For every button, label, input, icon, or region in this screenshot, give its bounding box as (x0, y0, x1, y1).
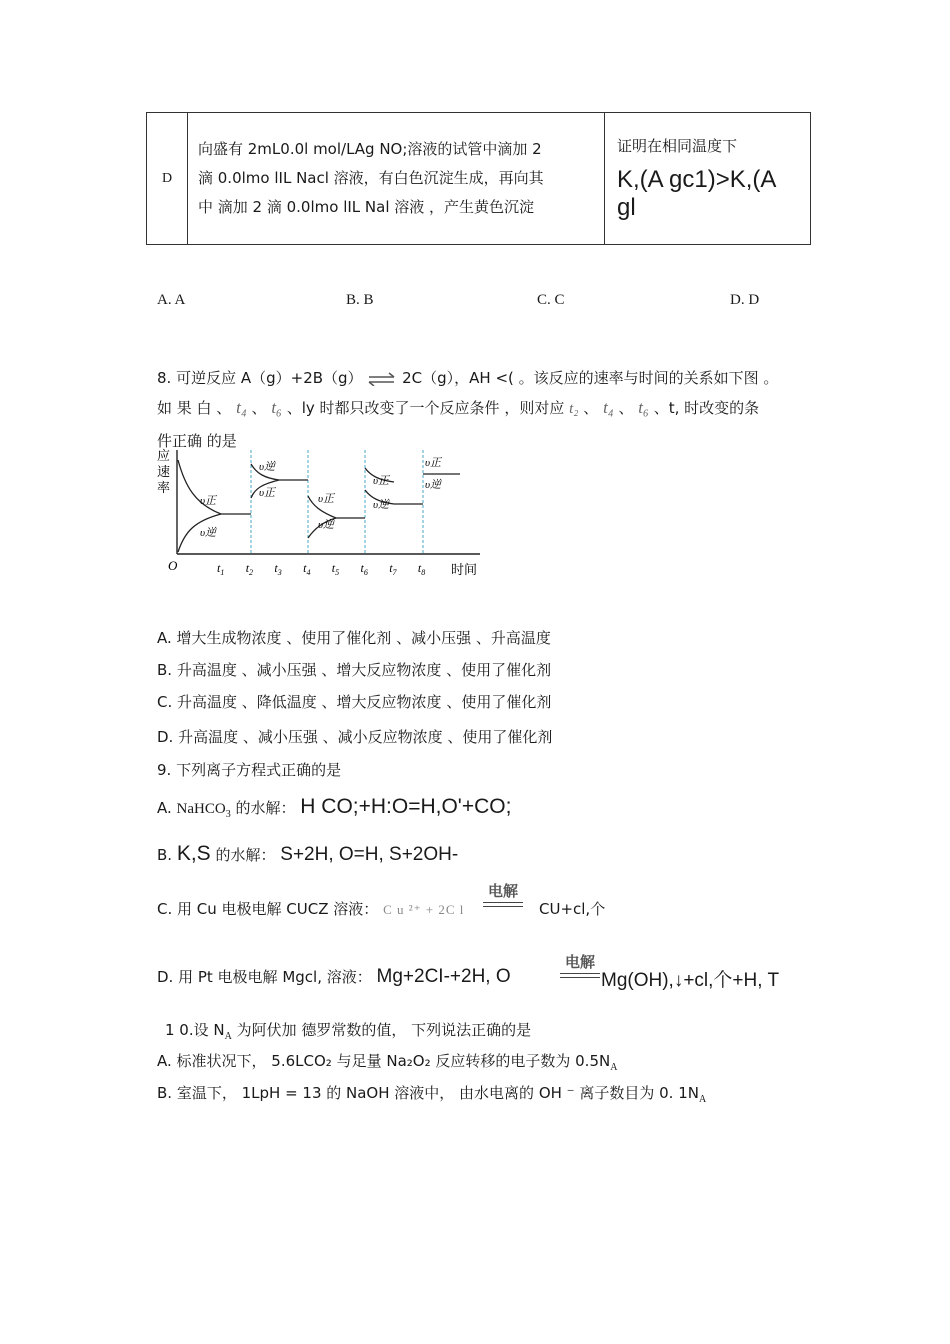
q7-option-c[interactable]: C. C (537, 292, 565, 308)
q9-b-equation: S+2H, O=H, S+2OH- (280, 844, 459, 865)
t4-symbol: t₄ (603, 398, 614, 417)
q10-option-b[interactable] (157, 1082, 706, 1105)
q9-d-pre: 用 Pt 电极电解 Mgcl, 溶液： (173, 968, 372, 986)
x-tick-label: $t_8$ (417, 561, 426, 577)
q9-b-compound: K,S (176, 842, 211, 865)
q8-stem-part: 2C（g），AH <( 。该反应的速率与时间的关系如下图 。 (402, 369, 779, 387)
q9-a-equation: H CO;+H:O=H,O'+CO; (300, 795, 512, 818)
q7-operation-cell (188, 113, 605, 245)
q9-d-condition: 电解 (564, 953, 595, 971)
q9-option-d[interactable] (157, 966, 511, 988)
rate-time-chart (155, 446, 485, 580)
q10-stem (165, 1019, 531, 1042)
forward-label: υ正 (425, 457, 442, 469)
q10-b-text: B. 室温下， 1LpH = 13 的 NaOH 溶液中， 由水电离的 OH ⁻ 离子数目为 0. 1N (157, 1084, 699, 1102)
t6-symbol: t₆ (638, 398, 649, 417)
reverse-label: υ逆 (425, 479, 442, 491)
q7-operation-line: 中 滴加 2 滴 0.0lmo lIL Nal 溶液 ，产生黄色沉淀 (198, 198, 535, 216)
q8-stem-part: 、t, 时改变的条 (653, 399, 760, 417)
q8-stem-line-3: 件正确 的是 (157, 432, 237, 450)
q7-table (146, 112, 811, 245)
q9-d-label: D. (157, 968, 174, 986)
x-tick-label: $t_3$ (274, 561, 282, 577)
t4-symbol: t₄ (236, 398, 247, 417)
q9-a-subscript: 3 (225, 809, 231, 820)
x-tick-labels (217, 561, 425, 577)
q7-conclusion-label: 证明在相同温度下 (617, 137, 738, 155)
q9-b-mid: 的水解： (210, 846, 276, 864)
q9-stem: 9. 下列离子方程式正确的是 (157, 761, 342, 779)
q10-a-text: A. 标准状况下， 5.6LCO₂ 与足量 Na₂O₂ 反应转移的电子数为 0.5N (157, 1052, 611, 1070)
q9-c-condition: 电解 (487, 882, 518, 900)
q10-option-a[interactable] (157, 1050, 617, 1073)
q7-option-a[interactable]: A. A (157, 292, 186, 308)
q7-operation-line: 滴 0.0lmo lIL Nacl 溶液，有白色沉淀生成，再向其 (198, 169, 544, 187)
q9-d-electrolysis-arrow (560, 951, 600, 978)
x-tick-label: $t_6$ (360, 561, 368, 577)
x-tick-label: $t_1$ (217, 561, 225, 577)
forward-label: υ正 (318, 493, 335, 505)
forward-label: υ正 (373, 475, 390, 487)
y-axis-label-char: 速 (157, 464, 171, 479)
q8-option-b[interactable]: B. 升高温度 、减小压强 、增大反应物浓度 、使用了催化剂 (157, 661, 552, 679)
q7-conclusion-expr: K,(A gc1)>K,(A gl (617, 166, 776, 221)
q9-d-left: Mg+2CI-+2H, O (376, 966, 511, 987)
x-tick-label: $t_5$ (331, 561, 340, 577)
q9-c-label: C. (157, 900, 173, 918)
q9-option-b[interactable] (157, 842, 458, 866)
reverse-label: υ逆 (259, 461, 276, 473)
q9-b-label: B. (157, 846, 173, 864)
q10-b-sub: A (698, 1094, 707, 1105)
q8-stem-part: 8. 可逆反应 A（g）+2B（g） (157, 369, 363, 387)
q7-option-b[interactable]: B. B (346, 292, 374, 308)
q8-stem-line-2: 如 果 白 、 t₄ 、 t₆ 、ly 时都只改变了一个反应条件 ，则对应 t₂ 、 t₄ 、 t₆ 、t, 时改变的条 (157, 398, 760, 417)
reverse-label: υ逆 (318, 519, 335, 531)
q10-stem-start: 1 0.设 N (165, 1021, 225, 1039)
q9-a-compound: NaHCO (176, 801, 226, 817)
q8-option-a[interactable]: A. 增大生成物浓度 、使用了催化剂 、减小压强 、升高温度 (157, 629, 551, 647)
q9-c-right: CU+cl,个 (539, 900, 606, 918)
q9-option-c[interactable] (157, 898, 464, 919)
q8-stem-line-1 (157, 367, 778, 388)
q7-conclusion-cell (605, 113, 811, 245)
y-axis-label-char: 应 (157, 448, 171, 463)
x-tick-label: $t_2$ (245, 561, 254, 577)
q8-option-c[interactable]: C. 升高温度 、降低温度 、增大反应物浓度 、使用了催化剂 (157, 693, 552, 711)
q10-a-sub: A (610, 1062, 618, 1073)
q9-a-mid: 的水解： (230, 799, 296, 817)
forward-label: υ正 (200, 495, 217, 507)
q8-stem-part: 如 果 白 、 (157, 399, 232, 417)
q9-a-label: A. (157, 799, 172, 817)
q7-option-d[interactable]: D. D (730, 292, 760, 308)
forward-label: υ正 (259, 487, 276, 499)
reverse-label: υ逆 (373, 499, 390, 511)
q8-option-d[interactable]: D. 升高温度 、减小压强 、减小反应物浓度 、使用了催化剂 (157, 728, 553, 746)
q10-stem-sub: A (224, 1031, 232, 1042)
y-axis-label-char: 率 (157, 480, 171, 495)
x-tick-label: $t_7$ (389, 561, 397, 577)
q10-stem-rest: 为阿伏加 德罗常数的值， 下列说法正确的是 (231, 1021, 532, 1039)
q9-c-electrolysis-arrow (483, 880, 523, 907)
q7-operation-line: 向盛有 2mL0.0l mol/LAg NO;溶液的试管中滴加 2 (198, 140, 542, 158)
q8-stem-part: 、ly 时都只改变了一个反应条件 ，则对应 (286, 399, 565, 417)
q9-option-a[interactable] (157, 795, 511, 820)
q9-c-left: C u ²⁺ + 2C l (383, 902, 465, 917)
t6-symbol: t₆ (271, 398, 282, 417)
x-axis-label: 时间 (451, 562, 478, 577)
time-markers (251, 450, 423, 554)
q7-row-label: D (147, 113, 188, 245)
equilibrium-arrow-icon (367, 372, 397, 386)
q9-d-right: Mg(OH),↓+cl,个+H, T (601, 970, 780, 991)
reverse-label: υ逆 (200, 527, 217, 539)
origin-label: O (168, 558, 178, 573)
x-tick-label: $t_4$ (303, 561, 311, 577)
t2-symbol: t₂ (569, 401, 579, 417)
q9-c-pre: 用 Cu 电极电解 CUCZ 溶液： (172, 900, 379, 918)
